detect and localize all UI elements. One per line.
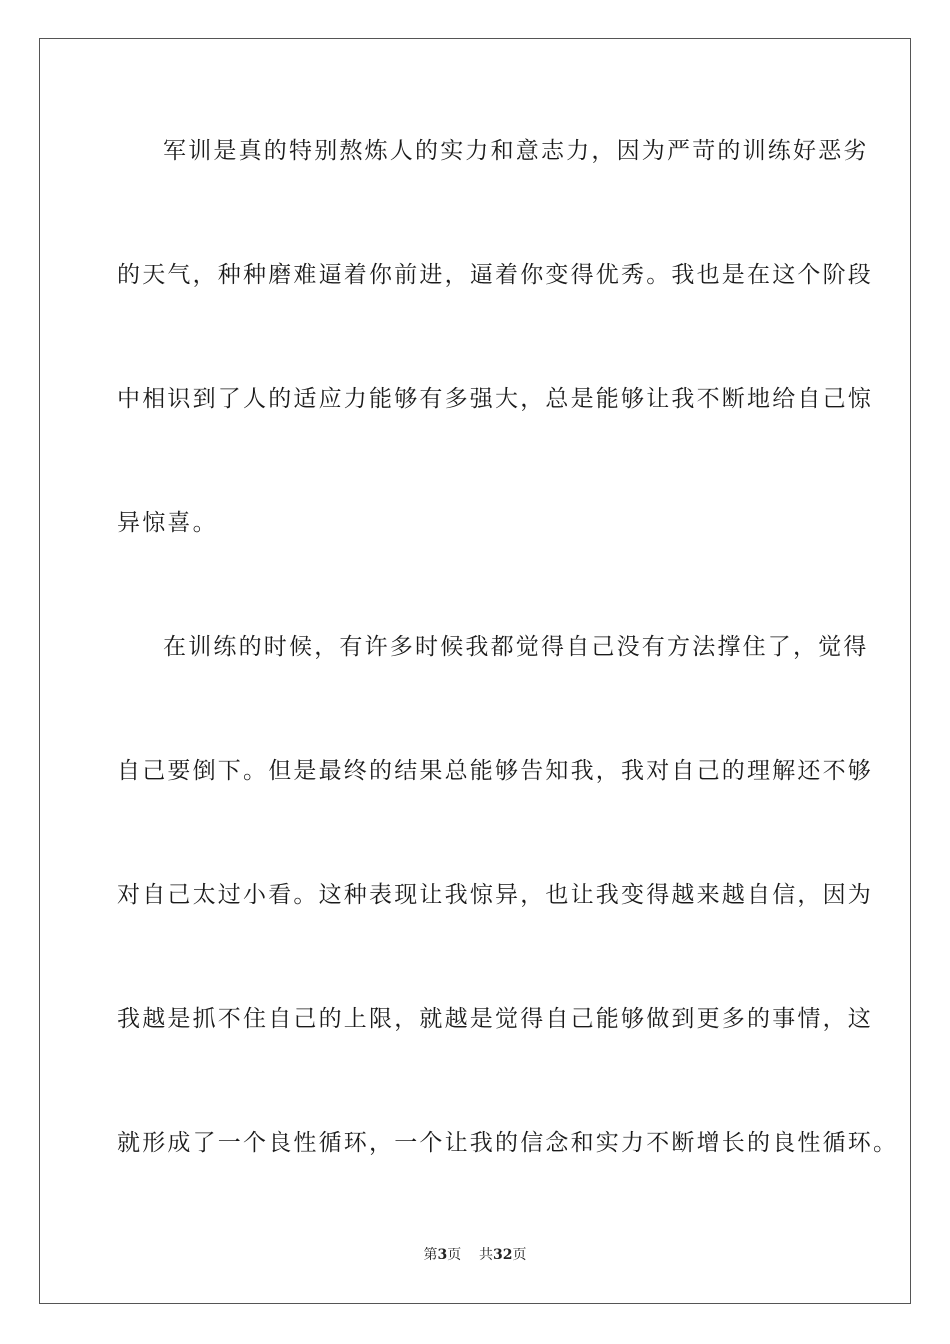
paragraph-1-line-2: 的天气，种种磨难逼着你前进，逼着你变得优秀。我也是在这个阶段 [117,262,873,288]
total-prefix: 共 [479,1247,494,1263]
paragraph-2-line-4: 我越是抓不住自己的上限，就越是觉得自己能够做到更多的事情，这 [117,1006,873,1032]
page-footer [0,1246,950,1264]
paragraph-1-line-4: 异惊喜。 [117,510,218,536]
paragraph-2-line-2: 自己要倒下。但是最终的结果总能够告知我，我对自己的理解还不够 [117,758,873,784]
page-suffix: 页 [447,1247,462,1263]
paragraph-1-line-3: 中相识到了人的适应力能够有多强大，总是能够让我不断地给自己惊 [117,386,873,412]
paragraph-2-line-1: 在训练的时候，有许多时候我都觉得自己没有方法撑住了，觉得 [163,634,869,660]
total-pages: 32 [493,1247,513,1263]
page-number: 3 [437,1247,448,1263]
paragraph-2-line-5: 就形成了一个良性循环，一个让我的信念和实力不断增长的良性循环。 [117,1130,899,1156]
paragraph-2-line-3: 对自己太过小看。这种表现让我惊异，也让我变得越来越自信，因为 [117,882,873,908]
total-suffix: 页 [512,1247,527,1263]
page-prefix: 第 [423,1247,438,1263]
page-border [39,38,911,1304]
paragraph-1-line-1: 军训是真的特别熬炼人的实力和意志力，因为严苛的训练好恶劣 [163,138,869,164]
